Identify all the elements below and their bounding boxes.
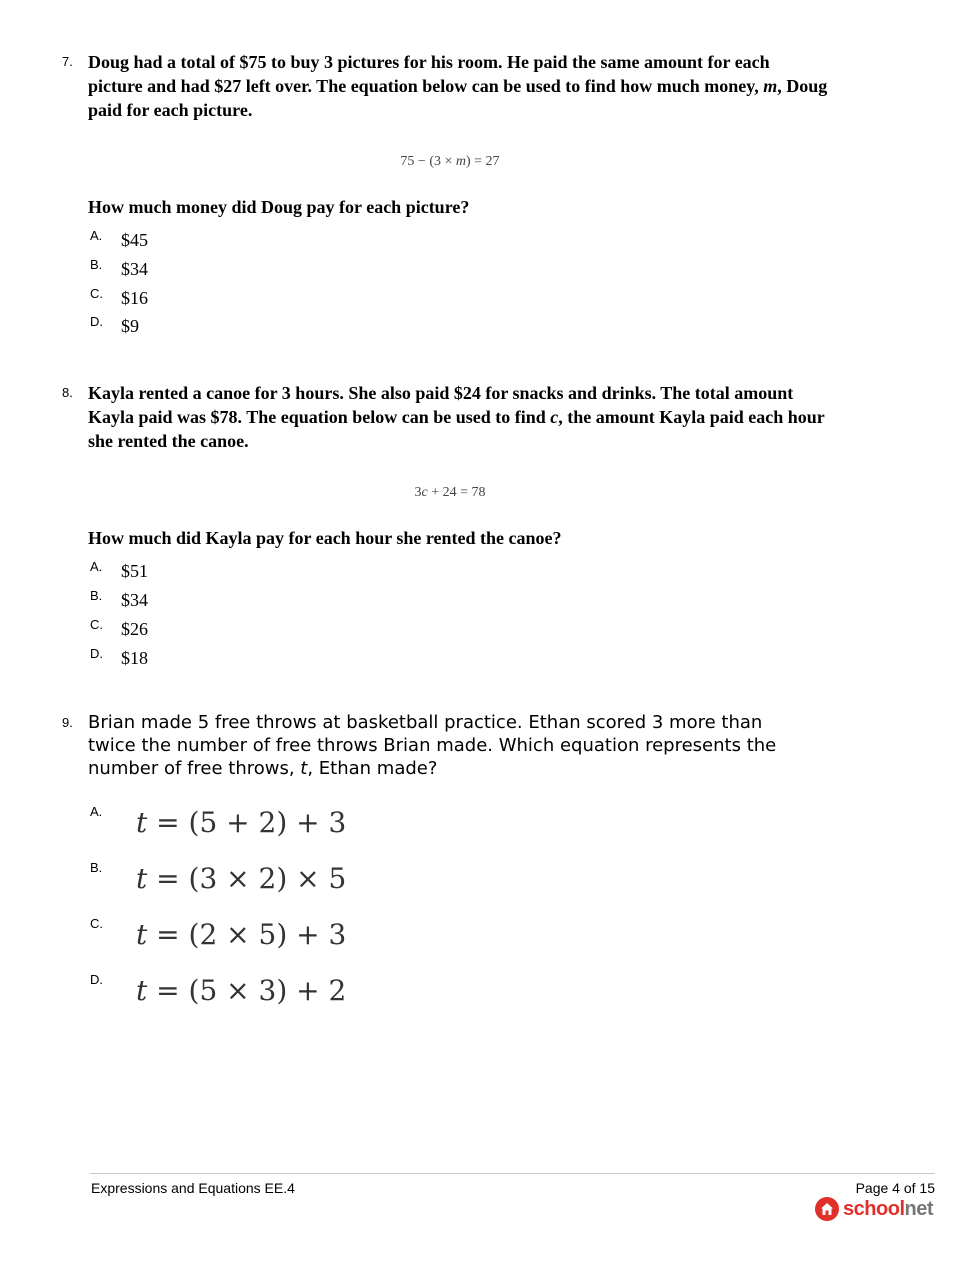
option-value: $51 [121, 561, 148, 581]
option-value: $34 [121, 259, 148, 279]
option-equation: t = (2 × 5) + 3 [136, 918, 347, 951]
question-number: 8. [62, 385, 73, 400]
option-letter: C. [90, 617, 103, 632]
option-value: $45 [121, 230, 148, 250]
option-value: $26 [121, 619, 148, 639]
equation: 3c + 24 = 78 [414, 485, 486, 500]
option-letter: B. [90, 257, 103, 272]
footer-divider [90, 1173, 935, 1174]
question-stem: Brian made 5 free throws at basketball practice. Ethan scored 3 more than twice the number of free throws Brian made. Which equation represents the number of free throws, t, Ethan made? [88, 712, 777, 779]
option-letter: D. [90, 314, 103, 329]
option-letter: D. [90, 646, 103, 661]
equation: 75 − (3 × m) = 27 [400, 154, 500, 169]
option-value: $34 [121, 590, 148, 610]
option-value: $16 [121, 288, 148, 308]
question-stem: Kayla rented a canoe for 3 hours. She also paid $24 for snacks and drinks. The total amount Kayla paid was $78. The equation below can be used to find c, the amount Kayla paid each hour she rented the canoe. [88, 383, 825, 451]
option-equation: t = (3 × 2) × 5 [136, 862, 347, 895]
page-indicator: Page 4 of 15 [855, 1180, 935, 1196]
question-number: 9. [62, 715, 73, 730]
option-letter: A. [90, 804, 103, 819]
option-letter: B. [90, 860, 103, 875]
question-prompt: How much did Kayla pay for each hour she rented the canoe? [88, 528, 562, 548]
option-letter: A. [90, 559, 103, 574]
question-stem: Doug had a total of $75 to buy 3 pictures for his room. He paid the same amount for each picture and had $27 left over. The equation below can be used to find how much money, m, Doug paid for each picture. [88, 52, 828, 120]
option-equation: t = (5 × 3) + 2 [136, 974, 347, 1007]
option-letter: C. [90, 916, 103, 931]
option-letter: B. [90, 588, 103, 603]
option-letter: D. [90, 972, 103, 987]
logo-text: schoolnet [843, 1197, 933, 1220]
option-value: $9 [121, 316, 139, 336]
question-number: 7. [62, 54, 73, 69]
question-prompt: How much money did Doug pay for each picture? [88, 197, 470, 217]
option-value: $18 [121, 648, 148, 668]
schoolnet-logo [815, 1196, 933, 1222]
option-equation: t = (5 + 2) + 3 [136, 806, 347, 839]
option-letter: C. [90, 286, 103, 301]
option-letter: A. [90, 228, 103, 243]
house-icon [815, 1197, 839, 1221]
footer-title: Expressions and Equations EE.4 [91, 1180, 295, 1196]
